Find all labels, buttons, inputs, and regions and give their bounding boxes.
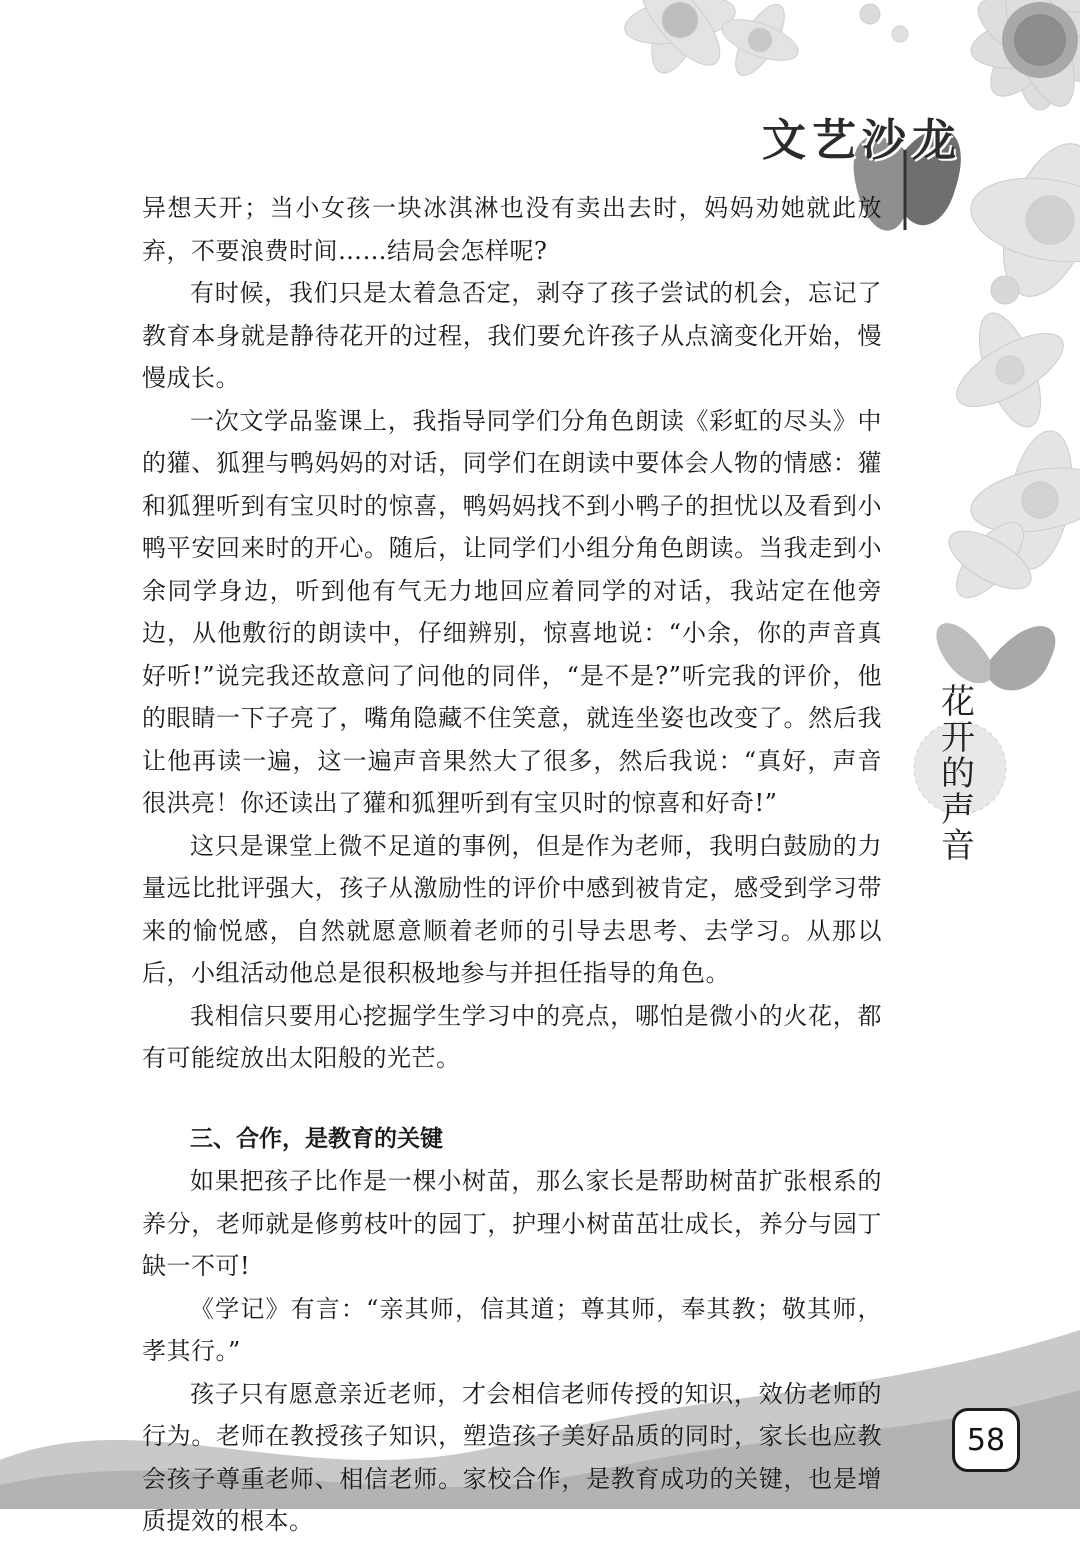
- sunflower-illustration: [966, 0, 1080, 115]
- page-number: 58: [952, 1408, 1020, 1472]
- paragraph: 有时候，我们只是太着急否定，剥夺了孩子尝试的机会，忘记了教育本身就是静待花开的过程，我们要允许孩子从点滴变化开始，慢慢成长。: [142, 279, 882, 392]
- paragraph: 孩子只有愿意亲近老师，才会相信老师传授的知识，效仿老师的行为。老师在教授孩子知识，塑造孩子美好品质的同时，家长也应教会孩子尊重老师、相信老师。家校合作，是教育成功的关键，也是增质提效的根本。: [142, 1379, 882, 1535]
- side-flowers-illustration: [940, 131, 1080, 608]
- paragraph: 我相信只要用心挖掘学生学习中的亮点，哪怕是微小的火花，都有可能绽放出太阳般的光芒。: [142, 1001, 882, 1072]
- paragraph: 如果把孩子比作是一棵小树苗，那么家长是帮助树苗扩张根系的养分，老师就是修剪枝叶的园丁，护理小树苗茁壮成长，养分与园丁缺一不可!: [142, 1167, 882, 1280]
- column-title-char: 的: [941, 754, 975, 794]
- paragraph: 异想天开；当小女孩一块冰淇淋也没有卖出去时，妈妈劝她就此放弃，不要浪费时间……结局会怎样呢?: [142, 194, 882, 265]
- paragraph: 这只是课堂上微不足道的事例，但是作为老师，我明白鼓励的力量远比批评强大，孩子从激励性的评价中感到被肯定，感受到学习带来的愉悦感，自然就愿意顺着老师的引导去思考、去学习。从那以后，小组活动他总是很积极地参与并担任指导的角色。: [142, 831, 882, 987]
- column-title-char: 音: [941, 826, 975, 866]
- article-body: [142, 187, 882, 1543]
- column-title-char: 花: [941, 682, 975, 722]
- section-heading: 三、合作，是教育的关键: [190, 1125, 443, 1152]
- paragraph: 一次文学品鉴课上，我指导同学们分角色朗读《彩虹的尽头》中的獾、狐狸与鸭妈妈的对话，同学们在朗读中要体会人物的情感：獾和狐狸听到有宝贝时的惊喜，鸭妈妈找不到小鸭子的担忧以及看到小鸭平安回来时的开心。随后，让同学们小组分角色朗读。当我走到小余同学身边，听到他有气无力地回应着同学的对话，我站定在他旁边，从他敷衍的朗读中，仔细辨别，惊喜地说：“小余，你的声音真好听!”说完我还故意问了问他的同伴，“是不是?”听完我的评价，他的眼睛一下子亮了，嘴角隐藏不住笑意，就连坐姿也改变了。然后我让他再读一遍，这一遍声音果然大了很多，然后我说：“真好，声音很洪亮！你还读出了獾和狐狸听到有宝贝时的惊喜和好奇!”: [142, 406, 882, 817]
- column-title-char: 声: [941, 790, 975, 830]
- daisy-illustration: [621, 0, 908, 83]
- column-title-char: 开: [941, 718, 975, 758]
- paragraph: 《学记》有言：“亲其师，信其道；尊其师，奉其教；敬其师，孝其行。”: [142, 1294, 882, 1365]
- section-title: 文艺沙龙: [762, 115, 962, 166]
- butterfly-illustration-lower: [936, 623, 1055, 690]
- column-title: [918, 684, 998, 864]
